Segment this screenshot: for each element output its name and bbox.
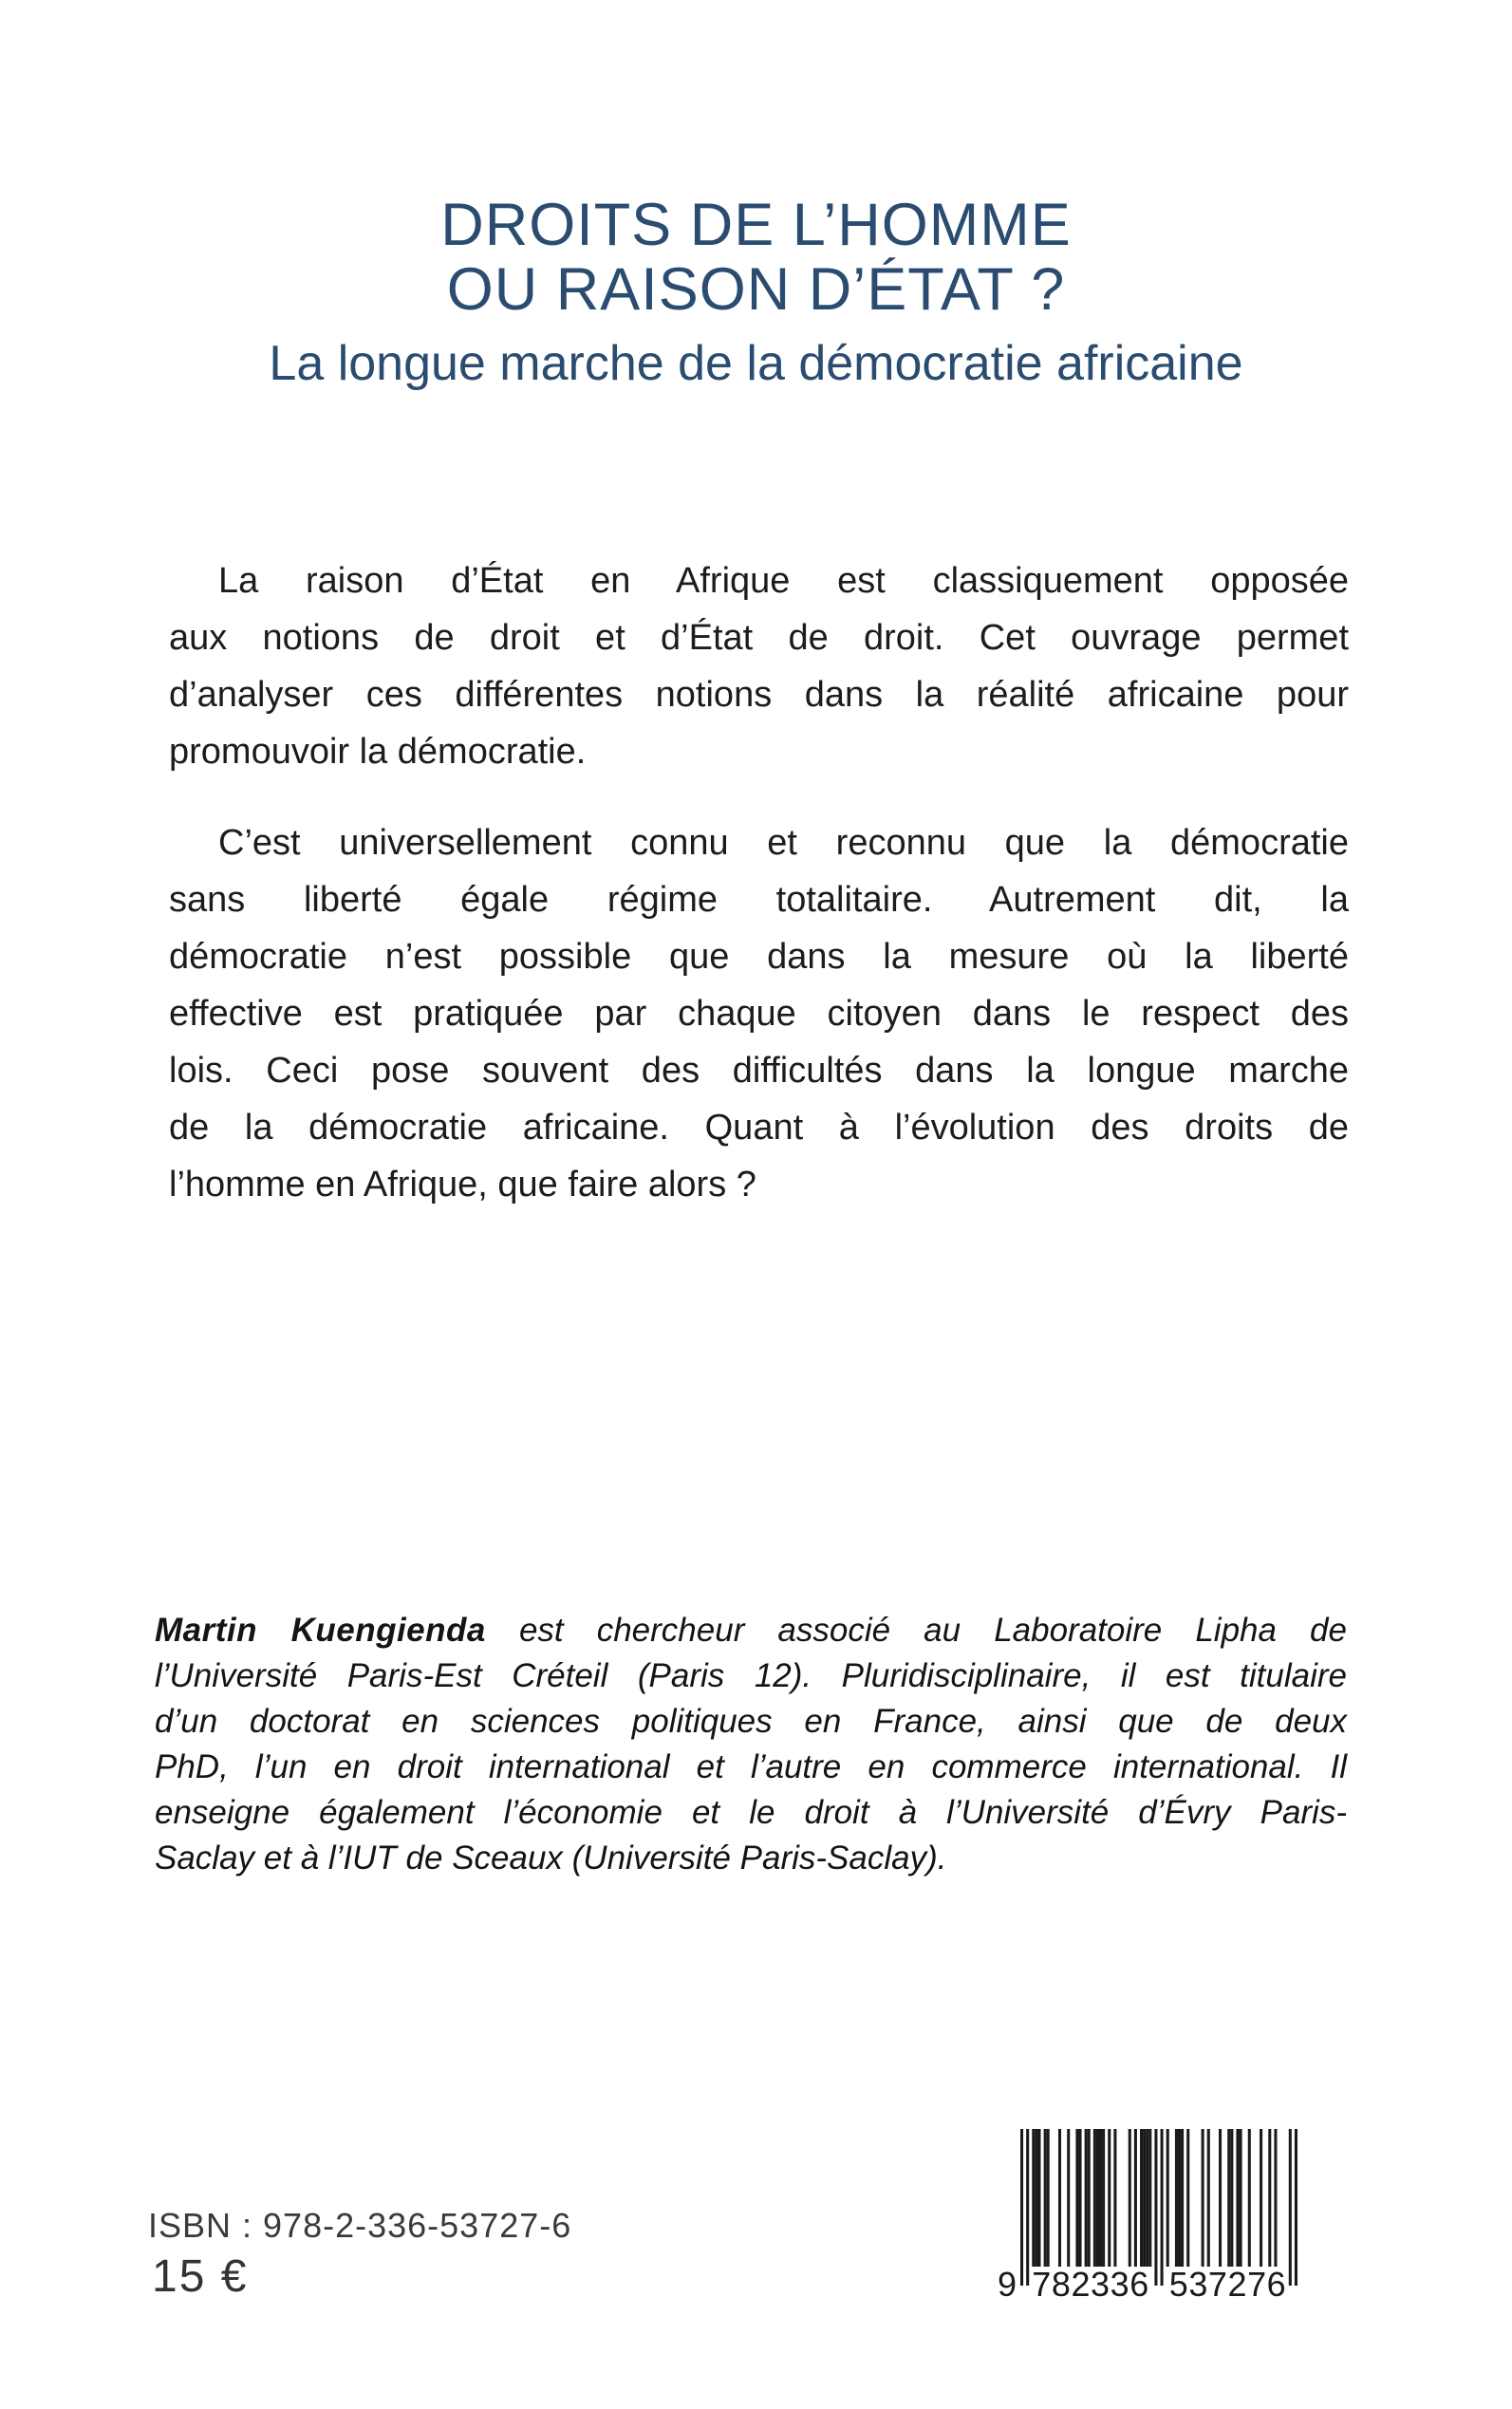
barcode-digits-left: 782336 bbox=[1032, 2265, 1149, 2302]
isbn-text: ISBN : 978-2-336-53727-6 bbox=[148, 2206, 572, 2245]
text-line: effective est pratiquée par chaque citoyen dans le respect des bbox=[169, 994, 1349, 1034]
text-line: démocratie n’est possible que dans la mesure où la liberté bbox=[169, 937, 1349, 977]
text-line: C’est universellement connu et reconnu que la démocratie bbox=[218, 823, 1349, 863]
bio-line: enseigne également l’économie et le droit à l’Université d’Évry Paris- bbox=[155, 1794, 1347, 1831]
bio-line: Saclay et à l’IUT de Sceaux (Université Paris-Saclay). bbox=[155, 1839, 947, 1877]
synopsis-paragraph-2 bbox=[169, 814, 1349, 1213]
barcode-digits-right: 537276 bbox=[1168, 2265, 1286, 2302]
bio-line: d’un doctorat en sciences politiques en France, ainsi que de deux bbox=[155, 1703, 1347, 1740]
book-title-line2: OU RAISON D’ÉTAT ? bbox=[446, 256, 1066, 323]
text-line: La raison d’État en Afrique est classiquement opposée bbox=[218, 561, 1349, 601]
text-line: l’homme en Afrique, que faire alors ? bbox=[169, 1165, 756, 1204]
price-text: 15 € bbox=[152, 2251, 249, 2302]
bio-line: PhD, l’un en droit international et l’autre en commerce international. Il bbox=[155, 1748, 1347, 1785]
author-bio bbox=[155, 1608, 1347, 1881]
ean13-barcode bbox=[996, 2129, 1299, 2302]
text-line: de la démocratie africaine. Quant à l’évolution des droits de bbox=[169, 1108, 1349, 1148]
text-line: d’analyser ces différentes notions dans la réalité africaine pour bbox=[169, 675, 1349, 715]
book-subtitle: La longue marche de la démocratie africaine bbox=[269, 336, 1243, 391]
author-name: Martin Kuengienda bbox=[155, 1612, 486, 1649]
book-title bbox=[0, 193, 1512, 322]
text-line: lois. Ceci pose souvent des difficultés dans la longue marche bbox=[169, 1051, 1349, 1091]
bio-line: Martin Kuengienda est chercheur associé au Laboratoire Lipha de bbox=[155, 1612, 1347, 1649]
text-line: aux notions de droit et d’État de droit. Cet ouvrage permet bbox=[169, 618, 1349, 658]
text-line: promouvoir la démocratie. bbox=[169, 732, 587, 772]
text-line: sans liberté égale régime totalitaire. Autrement dit, la bbox=[169, 880, 1349, 920]
bio-line: l’Université Paris-Est Créteil (Paris 12). Pluridisciplinaire, il est titulaire bbox=[155, 1657, 1347, 1694]
book-title-line1: DROITS DE L’HOMME bbox=[440, 192, 1072, 258]
ean13-barcode-svg bbox=[996, 2129, 1299, 2302]
synopsis-paragraph-1 bbox=[169, 552, 1349, 780]
barcode-digit-lead: 9 bbox=[998, 2265, 1017, 2302]
